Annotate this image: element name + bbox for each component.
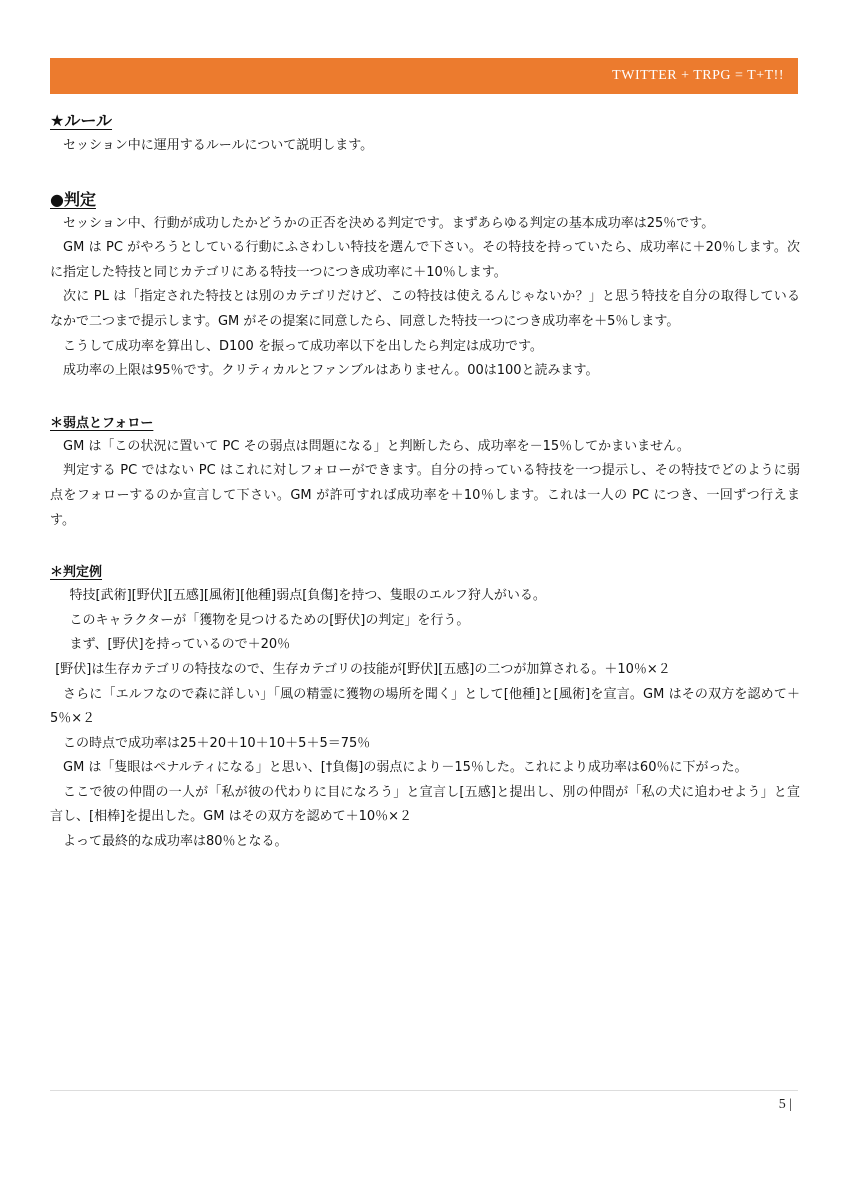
- page-number: 5 |: [778, 1097, 792, 1112]
- section-title-judgement: ●判定: [50, 189, 96, 209]
- section-judgement: [50, 189, 800, 384]
- header-title: TWITTER + TRPG = T+T!!: [612, 68, 784, 83]
- example-paragraph: よって最終的な成功率は80％となる。: [63, 834, 288, 850]
- judgement-paragraph: セッション中、行動が成功したかどうかの正否を決める判定です。まずあらゆる判定の基本成功率は25％です。: [63, 215, 715, 231]
- document-body: [50, 110, 800, 855]
- example-paragraph: GM は「隻眼はペナルティになる」と思い、[†負傷]の弱点により－15％した。これにより成功率は60％に下がった。: [63, 760, 748, 776]
- weakness-paragraph: GM は「この状況に置いて PC その弱点は問題になる」と判断したら、成功率を－15％してかまいません。: [63, 438, 690, 454]
- section-weakness: [50, 414, 800, 533]
- weakness-paragraph: 判定する PC ではない PC はこれに対しフォローができます。自分の持っている特技を一つ提示し、その特技でどのように弱点をフォローするのか宣言して下さい。GM が許可すれば成功率を＋10％します。これは一人の PC につき、一回ずつ行えます。: [50, 463, 800, 528]
- example-paragraph: [野伏]は生存カテゴリの特技なので、生存カテゴリの技能が[野伏][五感]の二つが加算される。＋10％×２: [55, 661, 671, 677]
- section-title-weakness: ＊弱点とフォロー: [50, 415, 154, 431]
- section-rules: [50, 110, 800, 159]
- example-paragraph: このキャラクターが「獲物を見つけるための[野伏]の判定」を行う。: [69, 612, 470, 628]
- section-example: [50, 563, 800, 855]
- example-paragraph: 特技[武術][野伏][五感][風術][他種]弱点[負傷]を持つ、隻眼のエルフ狩人がいる。: [69, 588, 546, 604]
- example-paragraph: さらに「エルフなので森に詳しい」「風の精霊に獲物の場所を聞く」として[他種]と[風術]を宣言。GM はその双方を認めて＋5％×２: [50, 686, 800, 727]
- judgement-paragraph: 次に PL は「指定された特技とは別のカテゴリだけど、この特技は使えるんじゃないか？」と思う特技を自分の取得しているなかで二つまで提示します。GM がその提案に同意したら、同意した特技一つにつき成功率を＋5％します。: [50, 289, 800, 329]
- footer-divider: [50, 1090, 798, 1091]
- judgement-paragraph: GM は PC がやろうとしている行動にふさわしい特技を選んで下さい。その特技を持っていたら、成功率に＋20％します。次に指定した特技と同じカテゴリにある特技一つにつき成功率に＋10％します。: [50, 240, 800, 280]
- example-paragraph: ここで彼の仲間の一人が「私が彼の代わりに目になろう」と宣言し[五感]と提出し、別の仲間が「私の犬に追わせよう」と宣言し、[相棒]を提出した。GM はその双方を認めて＋10％×２: [50, 784, 800, 825]
- judgement-paragraph: こうして成功率を算出し、D100 を振って成功率以下を出したら判定は成功です。: [63, 338, 543, 354]
- judgement-paragraph: 成功率の上限は95％です。クリティカルとファンブルはありません。00は100と読みます。: [63, 363, 599, 379]
- example-paragraph: この時点で成功率は25＋20＋10＋10＋5＋5＝75％: [63, 735, 371, 751]
- example-paragraph: まず、[野伏]を持っているので＋20％: [69, 637, 291, 653]
- header-bar: [50, 58, 798, 94]
- section-title-rules: ★ルール: [50, 111, 113, 130]
- rules-intro: セッション中に運用するルールについて説明します。: [63, 138, 374, 153]
- section-title-example: ＊判定例: [50, 565, 103, 581]
